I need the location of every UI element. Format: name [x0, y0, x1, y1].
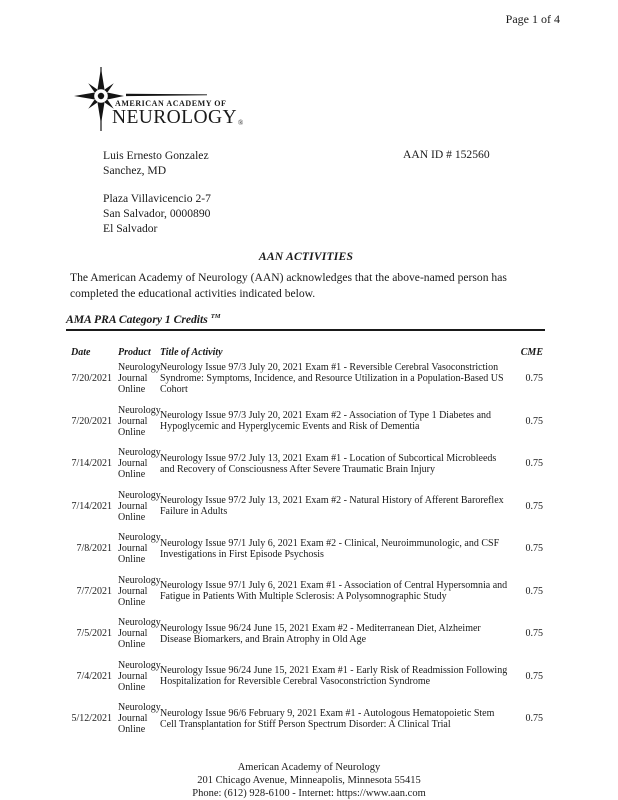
activity-product: Neurology Journal Online — [118, 362, 161, 395]
intro-paragraph: The American Academy of Neurology (AAN) acknowledges that the above-named person has completed the educational activities indicated below. — [70, 271, 507, 300]
activity-title: Neurology Issue 97/2 July 13, 2021 Exam #1 - Location of Subcortical Microbleeds and Recovery of Consciousness After Severe Traumatic Brain Injury — [160, 452, 497, 475]
logo-rule — [126, 94, 207, 96]
section-heading — [66, 313, 545, 331]
activity-title: Neurology Issue 97/1 July 6, 2021 Exam #1 - Association of Central Hypersomnia and Fatigue in Patients With Multiple Sclerosis: A Polysomnographic Study — [160, 580, 508, 602]
table-row — [66, 575, 546, 608]
table-row — [66, 702, 546, 735]
activity-product: Neurology Journal Online — [118, 574, 161, 608]
activity-product: Neurology Journal Online — [118, 532, 161, 565]
activity-product: Neurology Journal Online — [118, 404, 161, 438]
document-title: AAN ACTIVITIES — [258, 250, 354, 263]
activity-cme: 0.75 — [525, 670, 543, 682]
activity-product: Neurology Journal Online — [118, 447, 161, 480]
address-line1: Plaza Villavicencio 2-7 — [103, 192, 211, 205]
activity-product: Neurology Journal Online — [118, 617, 161, 650]
address-line2: San Salvador, 0000890 — [103, 207, 211, 220]
activity-cme: 0.75 — [525, 628, 543, 639]
activity-cme: 0.75 — [525, 713, 543, 724]
table-row — [66, 405, 546, 438]
trademark-mark: TM — [210, 313, 221, 321]
footer-address: 201 Chicago Avenue, Minneapolis, Minnesota 55415 — [197, 775, 421, 786]
recipient-name-line1: Luis Ernesto Gonzalez — [103, 149, 209, 162]
activity-title: Neurology Issue 96/24 June 15, 2021 Exam #2 - Mediterranean Diet, Alzheimer Disease Biomarkers, and Brain Atrophy in Old Age — [160, 622, 481, 645]
activity-date: 7/8/2021 — [76, 543, 112, 554]
activity-cme: 0.75 — [525, 415, 543, 427]
activity-date: 7/20/2021 — [71, 415, 112, 427]
recipient-name-line2: Sanchez, MD — [103, 164, 167, 177]
table-row — [66, 362, 546, 395]
header-title: Title of Activity — [160, 347, 223, 358]
activity-date: 7/4/2021 — [76, 670, 112, 682]
activity-date: 7/7/2021 — [76, 585, 112, 597]
footer-contact: Phone: (612) 928-6100 - Internet: https://www.aan.com — [192, 788, 426, 799]
logo-academy-text: AMERICAN ACADEMY OF — [115, 99, 227, 108]
header-cme: CME — [520, 347, 543, 358]
activity-title: Neurology Issue 97/3 July 20, 2021 Exam #2 - Association of Type 1 Diabetes and Hypoglycemic and Hyperglycemic Events and Risk of Dementia — [160, 410, 492, 432]
logo-neurology-text: NEUROLOGY® — [112, 107, 244, 128]
activity-cme: 0.75 — [525, 373, 543, 384]
activity-title: Neurology Issue 96/24 June 15, 2021 Exam #1 - Early Risk of Readmission Following Hospitalization for Reversible Cerebral Vasoconstriction Syndrome — [160, 665, 508, 687]
aan-id: AAN ID # 152560 — [403, 148, 490, 161]
table-row — [66, 660, 546, 693]
activity-date: 7/14/2021 — [71, 458, 112, 469]
table-row — [66, 447, 546, 480]
activity-cme: 0.75 — [525, 585, 543, 597]
activities-table — [66, 347, 546, 735]
activity-date: 7/20/2021 — [71, 373, 112, 384]
activity-product: Neurology Journal Online — [118, 659, 161, 693]
section-heading-title: AMA PRA Category 1 Credits — [66, 313, 208, 326]
activity-cme: 0.75 — [525, 458, 543, 469]
table-row — [66, 490, 546, 523]
page-footer — [0, 761, 618, 800]
address-line3: El Salvador — [103, 222, 158, 235]
activity-title: Neurology Issue 97/3 July 20, 2021 Exam #1 - Reversible Cerebral Vasoconstriction Syndrome: Symptoms, Incidence, and Resource Utilization in a Population-Based US Cohort — [160, 362, 504, 395]
page-indicator: Page 1 of 4 — [505, 12, 560, 26]
activity-title: Neurology Issue 96/6 February 9, 2021 Exam #1 - Autologous Hematopoietic Stem Cell Transplantation for Stiff Person Spectrum Disorder: A Clinical Trial — [160, 707, 495, 730]
recipient-address — [103, 191, 211, 236]
table-row — [66, 532, 546, 565]
recipient-name — [103, 148, 209, 178]
activity-title: Neurology Issue 97/2 July 13, 2021 Exam #2 - Natural History of Afferent Baroreflex Failure in Adults — [160, 495, 504, 517]
registered-mark: ® — [237, 119, 244, 127]
table-row — [66, 617, 546, 650]
table-header-row — [66, 347, 546, 358]
activity-date: 7/14/2021 — [71, 500, 112, 512]
activity-product: Neurology Journal Online — [118, 702, 161, 735]
table-body — [66, 362, 546, 735]
activity-cme: 0.75 — [525, 543, 543, 554]
aan-logo — [70, 66, 300, 140]
activity-title: Neurology Issue 97/1 July 6, 2021 Exam #2 - Clinical, Neuroimmunologic, and CSF Investigations in First Episode Psychosis — [160, 537, 500, 560]
header-product: Product — [118, 347, 151, 358]
activity-date: 7/5/2021 — [76, 628, 112, 639]
activity-date: 5/12/2021 — [71, 713, 112, 724]
footer-org: American Academy of Neurology — [237, 762, 381, 773]
header-date: Date — [71, 347, 91, 358]
activity-product: Neurology Journal Online — [118, 489, 161, 523]
activity-cme: 0.75 — [525, 500, 543, 512]
